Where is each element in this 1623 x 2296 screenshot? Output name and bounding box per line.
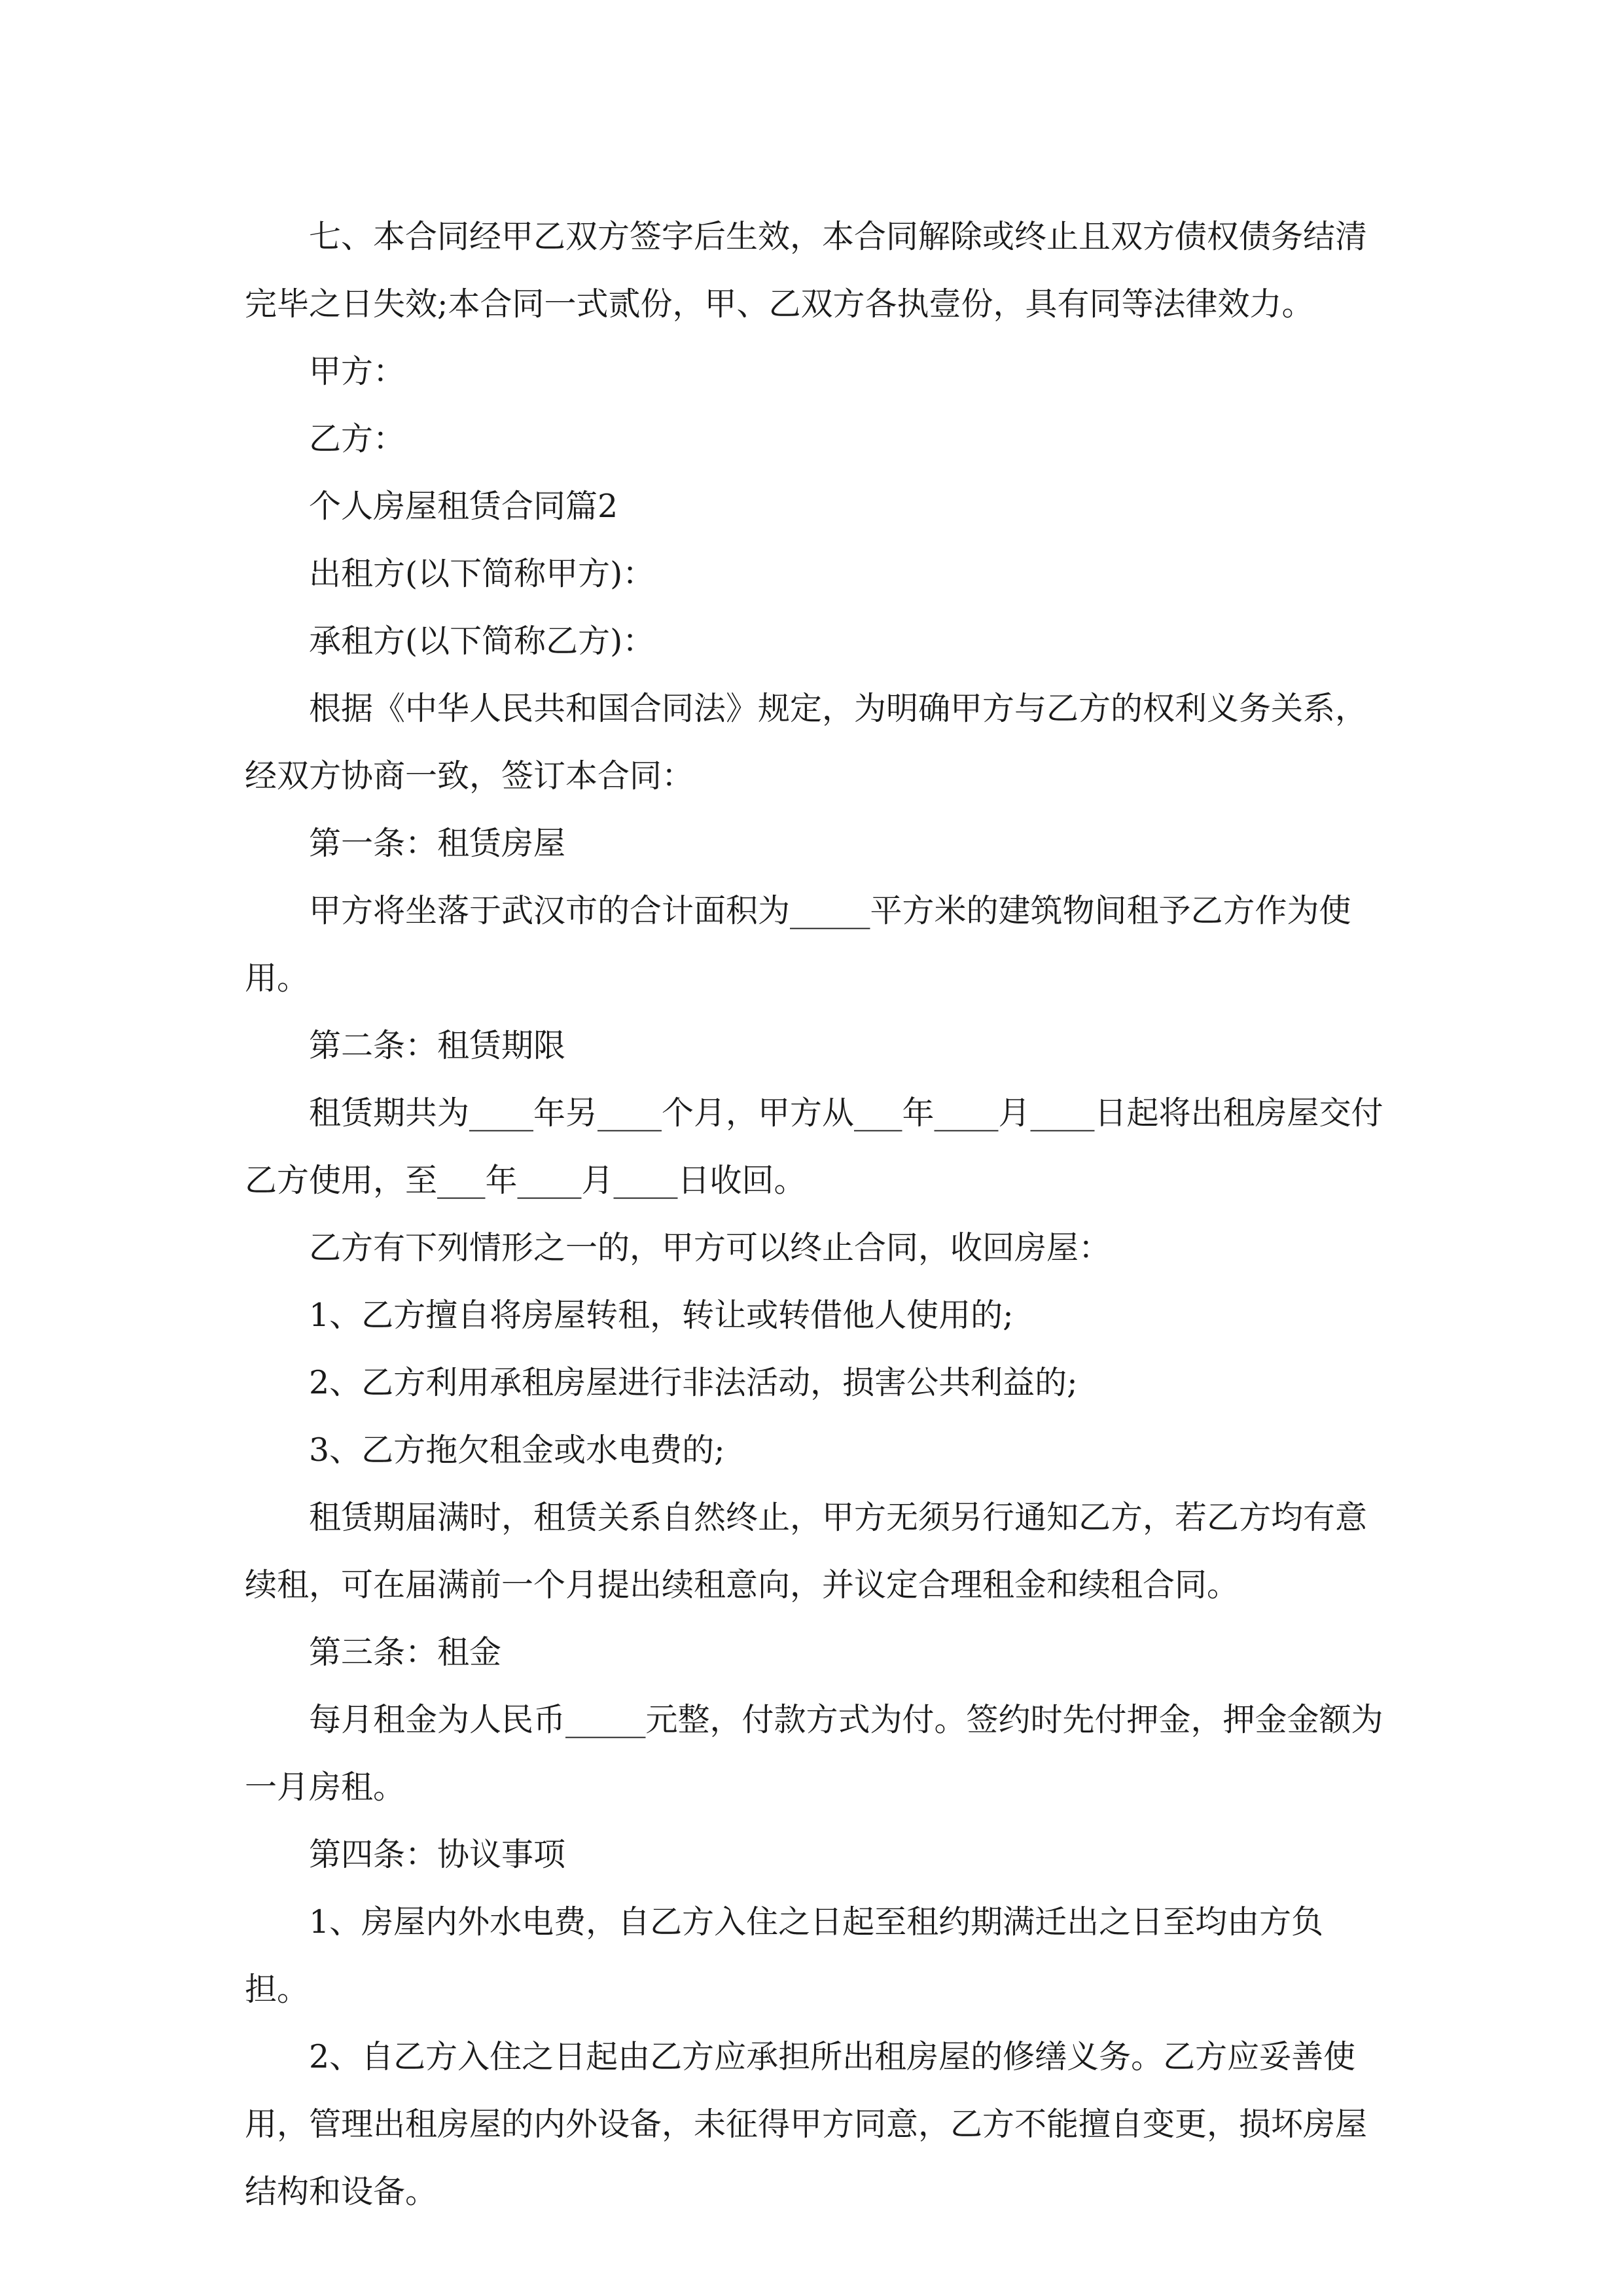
article-one-body: 甲方将坐落于武汉市的合计面积为_____平方米的建筑物间租予乙方作为使用。 (245, 892, 1351, 997)
article-one-heading: 第一条：租赁房屋 (309, 825, 566, 862)
document-body (245, 203, 1383, 2225)
article-four-heading: 第四条：协议事项 (309, 1836, 566, 1873)
termination-item-1: 1、乙方擅自将房屋转租，转让或转借他人使用的; (309, 1297, 1014, 1334)
termination-conditions-intro: 乙方有下列情形之一的，甲方可以终止合同，收回房屋： (309, 1229, 1111, 1266)
clause-seven-effect: 七、本合同经甲乙双方签字后生效，本合同解除或终止且双方债权债务结清完毕之日失效;本合同一式贰份，甲、乙双方各执壹份，具有同等法律效力。 (245, 218, 1368, 323)
termination-item-2: 2、乙方利用承租房屋进行非法活动，损害公共利益的; (309, 1364, 1078, 1401)
article-three-rent: 每月租金为人民币_____元整，付款方式为付。签约时先付押金，押金金额为一月房租。 (245, 1701, 1383, 1806)
termination-item-3: 3、乙方拖欠租金或水电费的; (309, 1431, 725, 1469)
preamble: 根据《中华人民共和国合同法》规定，为明确甲方与乙方的权利义务关系，经双方协商一致，签订本合同： (245, 690, 1368, 795)
lessee-line: 承租方(以下简称乙方)： (309, 622, 655, 660)
contract-title: 个人房屋租赁合同篇2 (309, 488, 618, 525)
article-three-heading: 第三条：租金 (309, 1634, 502, 1671)
article-two-term: 租赁期共为____年另____个月，甲方从___年____月____日起将出租房屋交付乙方使用，至___年____月____日收回。 (245, 1094, 1383, 1199)
party-a-signature-line: 甲方： (309, 353, 406, 390)
lease-expiry-renewal: 租赁期届满时，租赁关系自然终止，甲方无须另行通知乙方，若乙方均有意续租，可在届满前一个月提出续租意向，并议定合理租金和续租合同。 (245, 1499, 1368, 1604)
article-four-item-2: 2、自乙方入住之日起由乙方应承担所出租房屋的修缮义务。乙方应妥善使用，管理出租房屋的内外设备，未征得甲方同意，乙方不能擅自变更，损坏房屋结构和设备。 (245, 2038, 1368, 2210)
article-two-heading: 第二条：租赁期限 (309, 1027, 566, 1064)
lessor-line: 出租方(以下简称甲方)： (309, 555, 655, 592)
party-b-signature-line: 乙方： (309, 420, 406, 457)
article-four-item-1: 1、房屋内外水电费，自乙方入住之日起至租约期满迁出之日至均由方负担。 (245, 1903, 1324, 2008)
